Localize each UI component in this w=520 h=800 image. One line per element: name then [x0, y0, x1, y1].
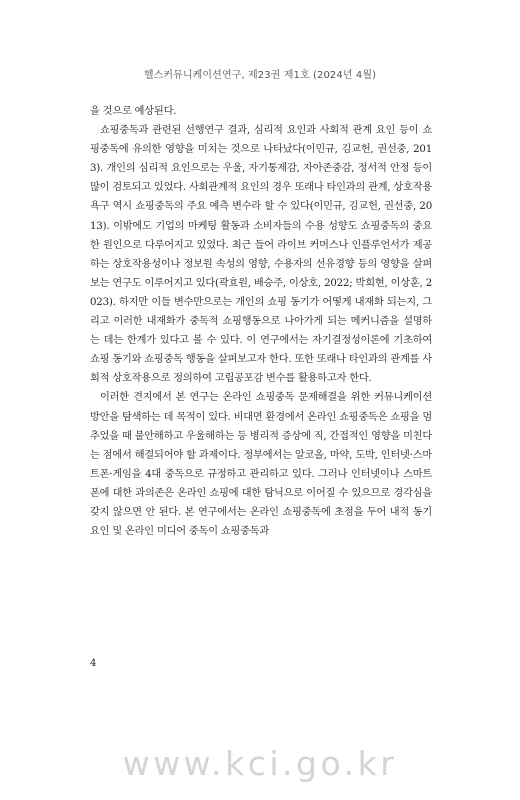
paragraph-prior-research: 쇼핑중독과 관련된 선행연구 결과, 심리적 요인과 사회적 관계 요인 등이 쇼핑중독에 유의한 영향을 미치는 것으로 나타났다(이민규, 김교헌, 권선중, 2013). 개인의 심리적 요인으로는 우울, 자기통제감, 자아존중감, 정서적 안정 등이 많이 검토되고 있었다. 사회관계적 요인의 경우 또래나 타인과의 관계, 상호작용욕구 역시 쇼핑중독의 주요 예측 변수라 할 수 있다(이민규, 김교헌, 권선중, 2013). 이밖에도 기업의 마케팅 활동과 소비자들의 수용 성향도 쇼핑중독의 중요한 원인으로 다루어지고 있었다. 최근 들어 라이브 커머스나 인플루언서가 제공하는 상호작용성이나 정보원 속성의 영향, 수용자의 선유경향 등의 영향을 살펴보는 연구도 이루어지고 있다(곽효원, 배승주, 이상호, 2022; 박희현, 이상훈, 2023). 하지만 이들 변수만으로는 개인의 쇼핑 동기가 어떻게 내재화 되는지, 그리고 이러한 내재화가 중독적 쇼핑행동으로 나아가게 되는 메커니즘을 설명하는 데는 한계가 있다고 볼 수 있다. 이 연구에서는 자기결정성이론에 기초하여 쇼핑 동기와 쇼핑중독 행동을 살펴보고자 한다. 또한 또래나 타인과의 관계를 사회적 상호작용으로 정의하여 고립공포감 변수를 활용하고자 한다.: [90, 125, 432, 385]
watermark: www.kci.go.kr: [122, 744, 398, 783]
paragraph-continuation: 을 것으로 예상된다.: [90, 106, 177, 117]
page-number: 4: [90, 658, 97, 669]
body-text: [90, 102, 432, 541]
running-header: 헬스커뮤니케이션연구, 제23권 제1호 (2024년 4월): [143, 70, 377, 81]
paragraph-study-purpose: 이러한 견지에서 본 연구는 온라인 쇼핑중독 문제해결을 위한 커뮤니케이션 방안을 탐색하는 데 목적이 있다. 비대면 환경에서 온라인 쇼핑중독은 쇼핑을 멈추었을 때 불안해하고 우울해하는 등 병리적 증상에 직, 간접적인 영향을 미친다는 점에서 해결되어야 할 과제이다. 정부에서는 알코올, 마약, 도박, 인터넷·스마트폰·게임을 4대 중독으로 규정하고 관리하고 있다. 그러나 인터넷이나 스마트폰에 대한 과의존은 온라인 쇼핑에 대한 탐닉으로 이어질 수 있으므로 경각심을 갖지 않으면 안 된다. 본 연구에서는 온라인 쇼핑중독에 초점을 두어 내적 동기 요인 및 온라인 미디어 중독이 쇼핑중독과: [90, 392, 432, 538]
